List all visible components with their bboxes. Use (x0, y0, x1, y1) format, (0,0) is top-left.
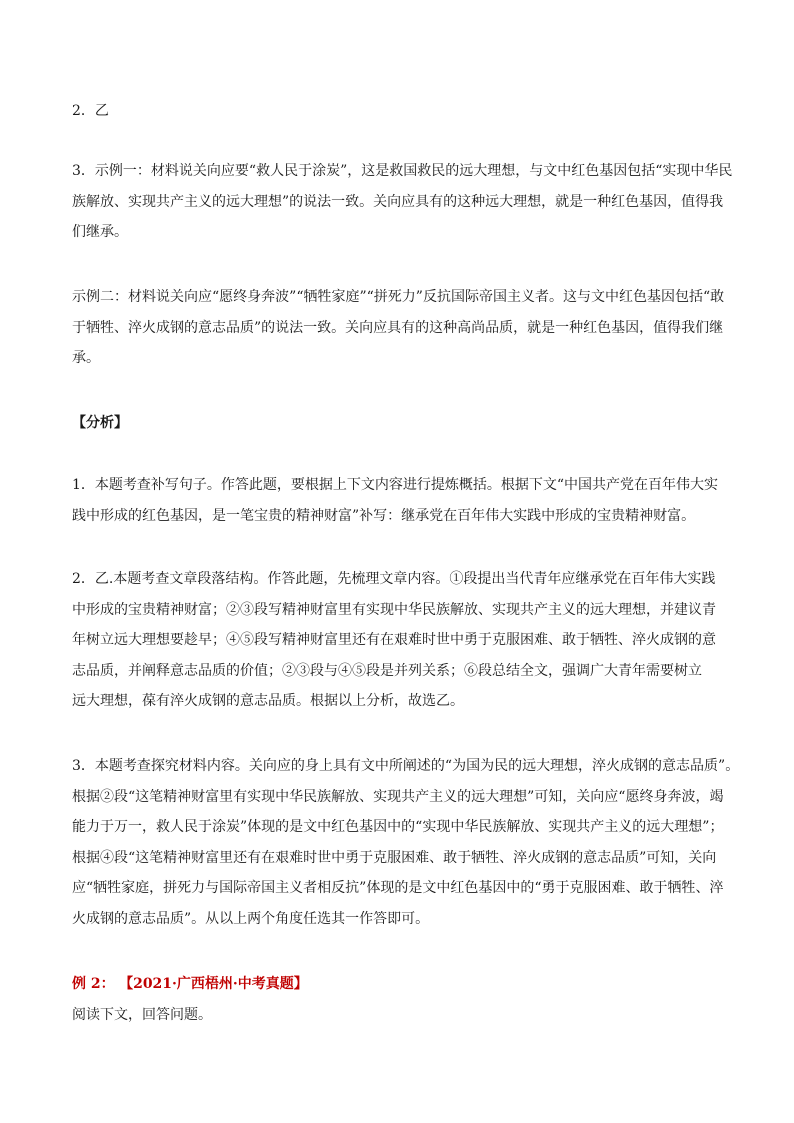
text-line: 年树立远大理想要趁早；④⑤段写精神财富里还有在艰难时世中勇于克服困难、敢于牺牲、淬火成钢的意 (72, 632, 716, 648)
text-line: 们继承。 (72, 224, 128, 240)
text-line: 3．本题考查探究材料内容。关向应的身上具有文中所阐述的“为国为民的远大理想，淬火成钢的意志品质”。 (72, 758, 740, 774)
example-2-header (72, 969, 724, 1030)
example-2-instruction: 阅读下文，回答问题。 (72, 1006, 212, 1023)
example-2-label: 例 2： (72, 976, 115, 992)
analysis-heading (72, 408, 724, 439)
example-2-source: 【2021·广西梧州·中考真题】 (119, 976, 308, 992)
text-line: 火成钢的意志品质”。从以上两个角度任选其一作答即可。 (72, 910, 430, 927)
text-line: 于牺牲、淬火成钢的意志品质”的说法一致。关向应具有的这种高尚品质，就是一种红色基因，值得我们继 (72, 319, 724, 336)
text-line: 示例二：材料说关向应“愿终身奔波”“牺牲家庭”“拼死力”反抗国际帝国主义者。这与文中红色基因包括“敢 (72, 289, 725, 305)
analysis-2 (72, 564, 724, 717)
text-line: 2．乙.本题考查文章段落结构。作答此题，先梳理文章内容。①段提出当代青年应继承党在百年伟大实践 (72, 571, 716, 587)
text-line: 族解放、实现共产主义的远大理想”的说法一致。关向应具有的这种远大理想，就是一种红色基因，值得我 (72, 193, 724, 210)
text-line: 能力于万一，救人民于涂炭”体现的是文中红色基因中的“实现中华民族解放、实现共产主义的远大理想”； (72, 819, 724, 835)
example-2-header-line (72, 969, 724, 1000)
analysis-heading-text: 【分析】 (72, 415, 128, 431)
text-line: 根据②段“这笔精神财富里有实现中华民族解放、实现共产主义的远大理想”可知，关向应“愿终身奔波，竭 (72, 788, 724, 805)
analysis-3 (72, 751, 740, 934)
text-line: 中形成的宝贵精神财富；②③段写精神财富里有实现中华民族解放、实现共产主义的远大理想，并建议青 (72, 601, 716, 618)
text-line: 远大理想，葆有淬火成钢的意志品质。根据以上分析，故选乙。 (72, 693, 464, 709)
answer-3-example-2 (72, 282, 724, 374)
text-line: 应“牺牲家庭，拼死力与国际帝国主义者相反抗”体现的是文中红色基因中的“勇于克服困难、敢于牺牲、淬 (72, 880, 724, 896)
text-line: 根据④段“这笔精神财富里还有在艰难时世中勇于克服困难、敢于牺牲、淬火成钢的意志品质”可知，关向 (72, 849, 717, 866)
text-line: 3．示例一：材料说关向应要“救人民于涂炭”，这是救国救民的远大理想，与文中红色基因包括“实现中华民 (72, 163, 733, 179)
text-line: 践中形成的红色基因，是一笔宝贵的精神财富”补写：继承党在百年伟大实践中形成的宝贵精神财富。 (72, 507, 696, 524)
text-line: 承。 (72, 350, 100, 366)
answer-2 (72, 96, 724, 127)
text-line: 1．本题考查补写句子。作答此题，要根据上下文内容进行提炼概括。根据下文“中国共产党在百年伟大实 (72, 477, 719, 493)
answer-2-line: 2．乙 (72, 103, 109, 119)
analysis-1 (72, 470, 724, 531)
answer-3-example-1 (72, 156, 733, 248)
text-line: 志品质，并阐释意志品质的价值；②③段与④⑤段是并列关系；⑥段总结全文，强调广大青年需要树立 (72, 662, 702, 679)
